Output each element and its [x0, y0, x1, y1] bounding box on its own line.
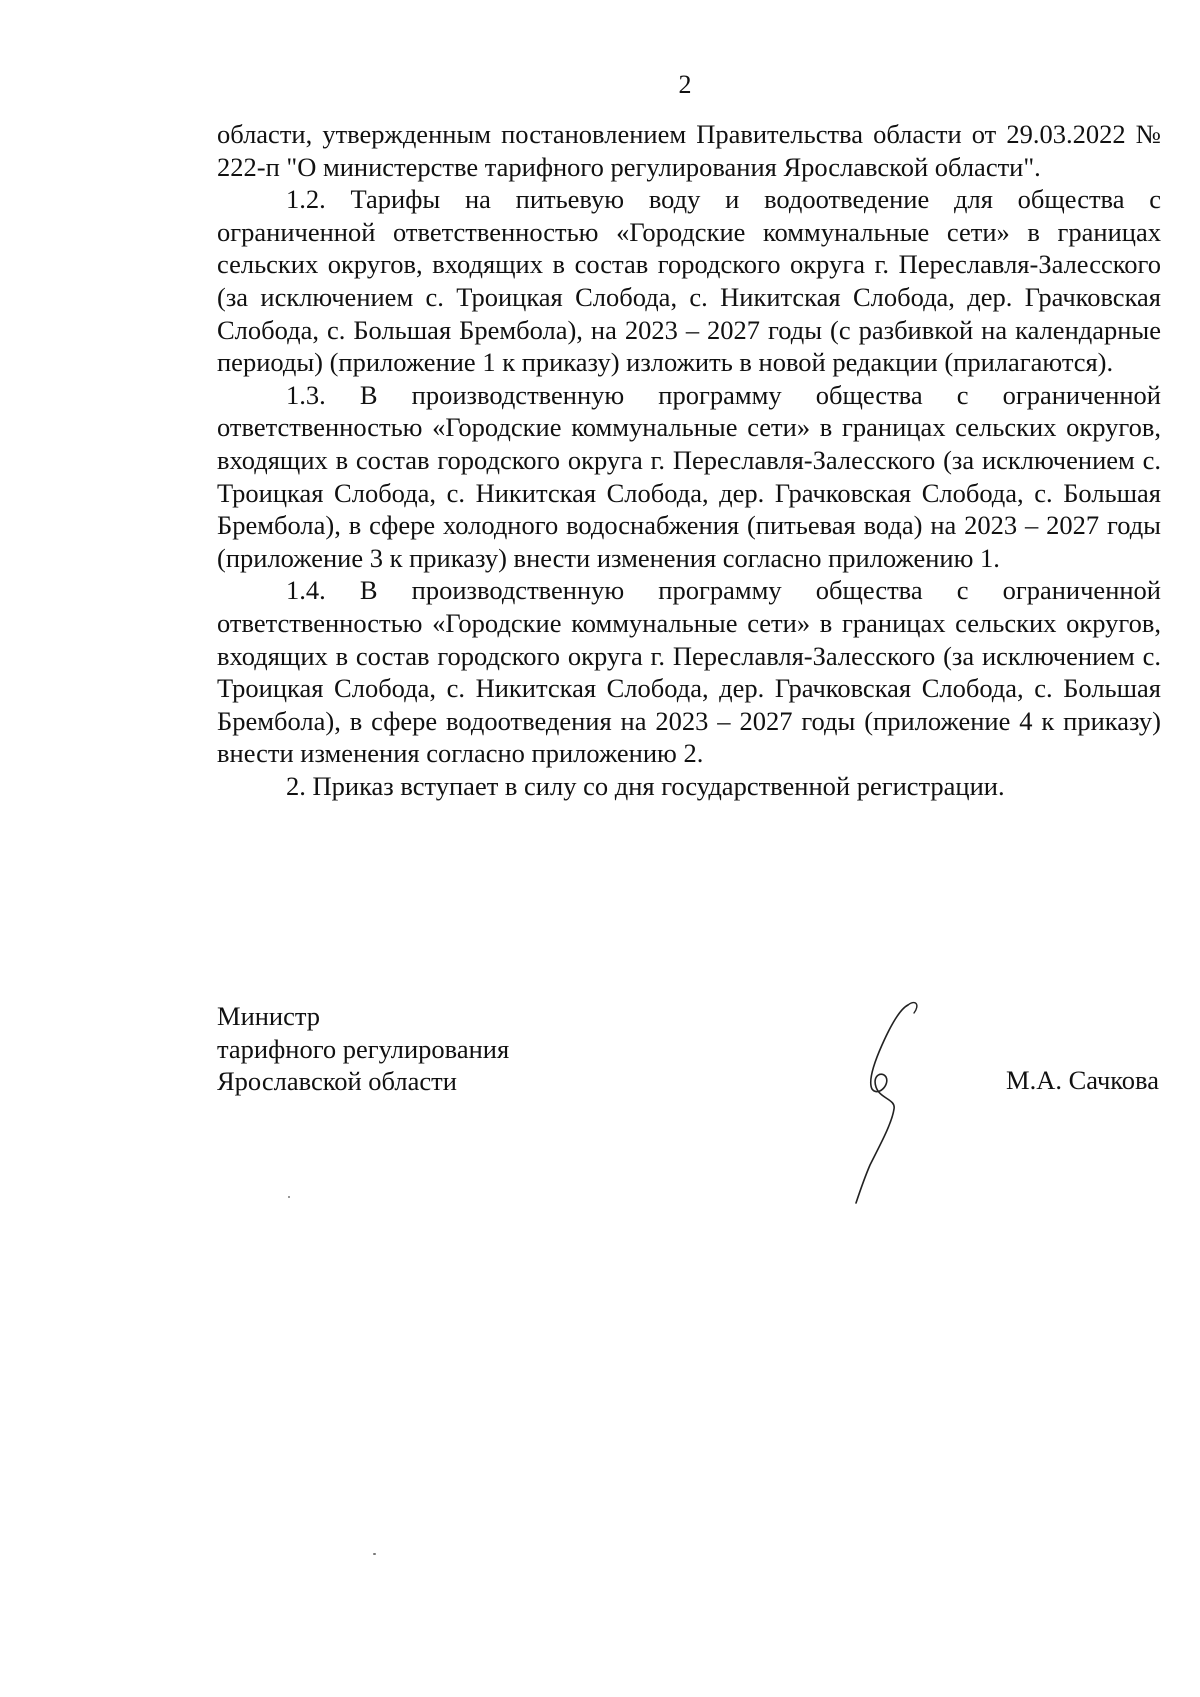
scan-speck [288, 1196, 290, 1198]
document-body [217, 118, 1161, 802]
signature-stroke [856, 1005, 908, 1203]
scan-speck [373, 1553, 376, 1555]
signatory-title-line-2: тарифного регулирования [217, 1033, 510, 1064]
signatory-title-line-1: Министр [217, 1001, 321, 1031]
paragraph-2: 2. Приказ вступает в силу со дня государственной регистрации. [286, 770, 1005, 801]
page-number: 2 [678, 70, 692, 99]
handwritten-signature [850, 995, 960, 1210]
signatory-title-line-3: Ярославской области [217, 1066, 457, 1097]
signatory-title [217, 1000, 509, 1098]
paragraph-1-4: 1.4. В производственную программу общества с ограниченной ответственностью «Городские коммунальные сети» в границах сельских округов, входящих в состав городского округа г. Переславля-Залесского (за исключением с. Троицкая Слобода, с. Никитская Слобода, дер. Грачковская Слобода, с. Большая Брембола), в сфере водоотведения на 2023 – 2027 годы (приложение 4 к приказу) внести изменения согласно приложению 2. [217, 575, 1161, 769]
signatory-name: М.А. Сачкова [1006, 1065, 1159, 1095]
paragraph-1-2: 1.2. Тарифы на питьевую воду и водоотведение для общества с ограниченной ответственностью «Городские коммунальные сети» в границах сельских округов, входящих в состав городского округа г. Переславля-Залесского (за исключением с. Троицкая Слобода, с. Никитская Слобода, дер. Грачковская Слобода, с. Большая Брембола), на 2023 – 2027 годы (с разбивкой на календарные периоды) (приложение 1 к приказу) изложить в новой редакции (прилагаются). [217, 184, 1161, 378]
paragraph-continuation: области, утвержденным постановлением Правительства области от 29.03.2022 № 222-п "О министерстве тарифного регулирования Ярославской области". [217, 119, 1161, 182]
signature-hook [908, 1003, 917, 1013]
paragraph-1-3: 1.3. В производственную программу общества с ограниченной ответственностью «Городские коммунальные сети» в границах сельских округов, входящих в состав городского округа г. Переславля-Залесского (за исключением с. Троицкая Слобода, с. Никитская Слобода, дер. Грачковская Слобода, с. Большая Брембола), в сфере холодного водоснабжения (питьевая вода) на 2023 – 2027 годы (приложение 3 к приказу) внести изменения согласно приложению 1. [217, 379, 1161, 573]
